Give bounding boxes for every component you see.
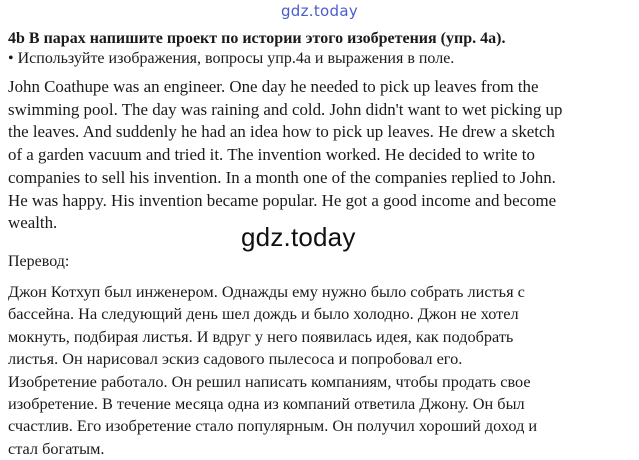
russian-text [8,281,624,460]
russian-line: мокнуть, подбирая листья. И вдруг у него появилась идея, как подобрать [8,326,514,346]
english-line: John Coathupe was an engineer. One day he needed to pick up leaves from the [8,77,539,96]
russian-line: Изобретение работало. Он решил написать компаниям, чтобы продать свое [8,371,531,391]
watermark-center: gdz.today [241,222,356,252]
translation-label: Перевод: [8,252,70,270]
russian-line: листья. Он нарисовал эскиз садового пылесоса и попробовал его. [8,349,463,369]
russian-line: стал богатым. [8,438,105,458]
english-line: swimming pool. The day was raining and cold. John didn't want to wet picking up [8,99,563,119]
russian-line: Джон Котхуп был инженером. Однажды ему нужно было собрать листья с [8,281,525,301]
russian-line: изобретение. В течение месяца одна из компаний ответила Джону. Он был [8,393,525,413]
exercise-heading: 4b В парах напишите проект по истории этого изобретения (упр. 4a). [8,30,506,47]
watermark-top: gdz.today [280,2,359,20]
english-line: the leaves. And suddenly he had an idea how to pick up leaves. He drew a sketch [8,122,555,142]
english-text [8,76,624,235]
english-line: of a garden vacuum and tried it. The invention worked. He decided to write to [8,145,535,165]
english-line: wealth. [8,213,58,233]
russian-line: счастлив. Его изобретение стало популярным. Он получил хороший доход и [8,416,538,436]
russian-line: бассейна. На следующий день шел дождь и было холодно. Джон не хотел [8,304,519,324]
english-line: He was happy. His invention became popular. He got a good income and become [8,190,557,210]
exercise-instruction: • Используйте изображения, вопросы упр.4a и выражения в поле. [8,50,455,67]
english-line: companies to sell his invention. In a month one of the companies replied to John. [8,167,556,187]
